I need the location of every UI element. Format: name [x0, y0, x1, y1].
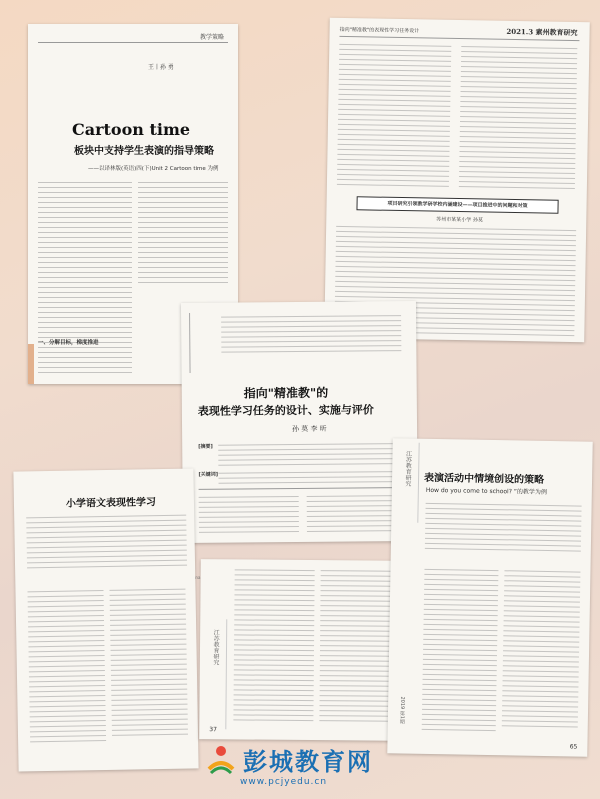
heading-cn: 板块中支持学生表演的指导策略 — [74, 146, 214, 157]
site-logo — [205, 742, 415, 776]
classification-lines — [218, 471, 403, 488]
page-number: 37 — [209, 726, 217, 734]
keywords-label: [关键词] — [198, 471, 219, 478]
body-text-col1 — [422, 569, 499, 735]
page-edge — [28, 344, 34, 384]
body-text — [199, 496, 299, 537]
body-text-col1 — [233, 569, 314, 725]
logo-book-icon — [205, 743, 237, 775]
article-title-line1: 指向"精准教"的 — [243, 385, 329, 401]
org-line: 苏州市某某小学 孙莫 — [436, 216, 483, 224]
body-text-right — [138, 182, 228, 287]
title-box: 项目研究引领教学研学校内涵建设——项目推进中的问题和对策 — [356, 196, 558, 214]
body-text-col1 — [27, 590, 106, 746]
article-page-project-research — [324, 18, 590, 342]
subtitle: ——以译林版(英语)四(下)Unit 2 Cartoon time 为例 — [88, 166, 219, 172]
page-number: 65 — [569, 743, 578, 751]
page-label: 教学策略 — [199, 34, 224, 41]
logo-title: 彭城教育网 — [243, 747, 373, 776]
body-text-col2 — [459, 46, 578, 193]
intro-text — [221, 315, 401, 357]
abstract-label: [摘要] — [198, 443, 213, 450]
article-page-precise-teaching — [181, 301, 418, 543]
article-title: 小学语文表现性学习 — [65, 497, 157, 510]
article-title: 表演活动中情境创设的策略 — [423, 472, 545, 486]
authors: 孙 莫 李 昕 — [292, 424, 327, 434]
logo-url: www.pcjyedu.cn — [240, 777, 328, 787]
section-heading: 一、分解目标，梯度推进 — [38, 340, 99, 346]
body-text-col2 — [109, 589, 188, 740]
article-title-line2: 表现性学习任务的设计、实施与评价 — [197, 403, 374, 418]
body-text-col1 — [337, 44, 452, 191]
article-page-situation-strategy — [199, 559, 411, 741]
side-vertical-label: 江苏教育研究 — [211, 629, 220, 666]
volume-label: 2019 第1期 — [398, 695, 406, 724]
body-text-col2 — [502, 570, 581, 731]
journal-name: 2021.3 素州教育研究 — [506, 26, 578, 38]
article-subtitle: How do you come to school? ”的教学为例 — [425, 486, 548, 496]
running-head: 指向"精准教"的表现性学习任务设计 — [339, 26, 420, 35]
side-strip — [189, 313, 211, 373]
article-page-performance-context — [387, 438, 592, 756]
body-text-left — [38, 182, 132, 377]
abstract-text — [218, 443, 403, 470]
heading-en: Cartoon time — [72, 120, 191, 139]
abstract-lines — [26, 515, 187, 573]
abstract-lines — [425, 503, 582, 556]
side-vertical-label: 江苏教育研究 — [403, 450, 412, 487]
author-line: 王丨孙 勇 — [148, 64, 174, 71]
article-page-chinese-performance — [13, 468, 198, 771]
